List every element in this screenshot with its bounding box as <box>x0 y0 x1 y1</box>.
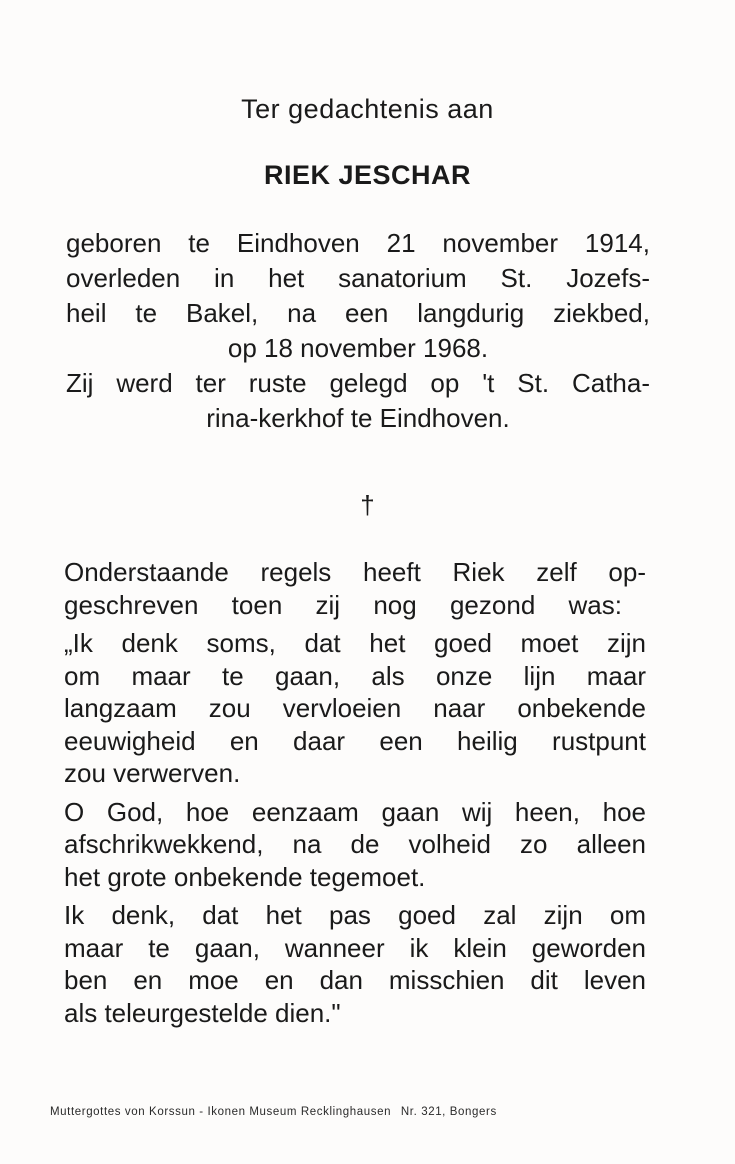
bio-line: geboren te Eindhoven 21 november 1914, <box>66 228 650 258</box>
bio-line: heil te Bakel, na een langdurig ziekbed, <box>66 298 650 328</box>
credit-text: Muttergottes von Korssun - Ikonen Museum Recklinghausen <box>50 1106 392 1118</box>
poem-line: O God, hoe eenzaam gaan wij heen, hoe <box>64 796 646 827</box>
poem-line: Onderstaande regels heeft Riek zelf op- <box>64 557 646 587</box>
poem-line: maar te gaan, wanneer ik klein geworden <box>64 932 646 963</box>
bio-line: overleden in het sanatorium St. Jozefs- <box>66 263 650 293</box>
poem-line: om maar te gaan, als onze lijn maar <box>64 660 646 691</box>
credit-number: Nr. 321, Bongers <box>400 1106 497 1118</box>
bio-line: rina-kerkhof te Eindhoven. <box>206 403 510 433</box>
poem-line: Ik denk, dat het pas goed zal zijn om <box>64 900 646 930</box>
poem-line: langzaam zou vervloeien naar onbekende <box>64 693 646 723</box>
biography-paragraph <box>66 226 650 436</box>
bio-line: op 18 november 1968. <box>227 333 489 363</box>
poem-line: ben en moe en dan misschien dit leven <box>64 965 646 995</box>
bio-line: Zij werd ter ruste gelegd op 't St. Catha- <box>66 368 650 398</box>
deceased-name: RIEK JESCHAR <box>263 160 472 190</box>
poem-line: als teleurgestelde dien." <box>64 997 341 1028</box>
cross-icon: † <box>360 490 375 520</box>
print-credit <box>50 1106 700 1118</box>
poem-line: zou verwerven. <box>64 758 241 788</box>
poem-paragraph <box>64 556 646 1029</box>
poem-line: „Ik denk soms, dat het goed moet zijn <box>64 628 646 658</box>
poem-line: het grote onbekende tegemoet. <box>64 861 426 892</box>
poem-line: geschreven toen zij nog gezond was: <box>64 589 622 620</box>
poem-line: eeuwigheid en daar een heilig rustpunt <box>64 725 646 756</box>
intro-text: Ter gedachtenis aan <box>241 94 494 124</box>
poem-line: afschrikwekkend, na de volheid zo alleen <box>64 829 646 859</box>
